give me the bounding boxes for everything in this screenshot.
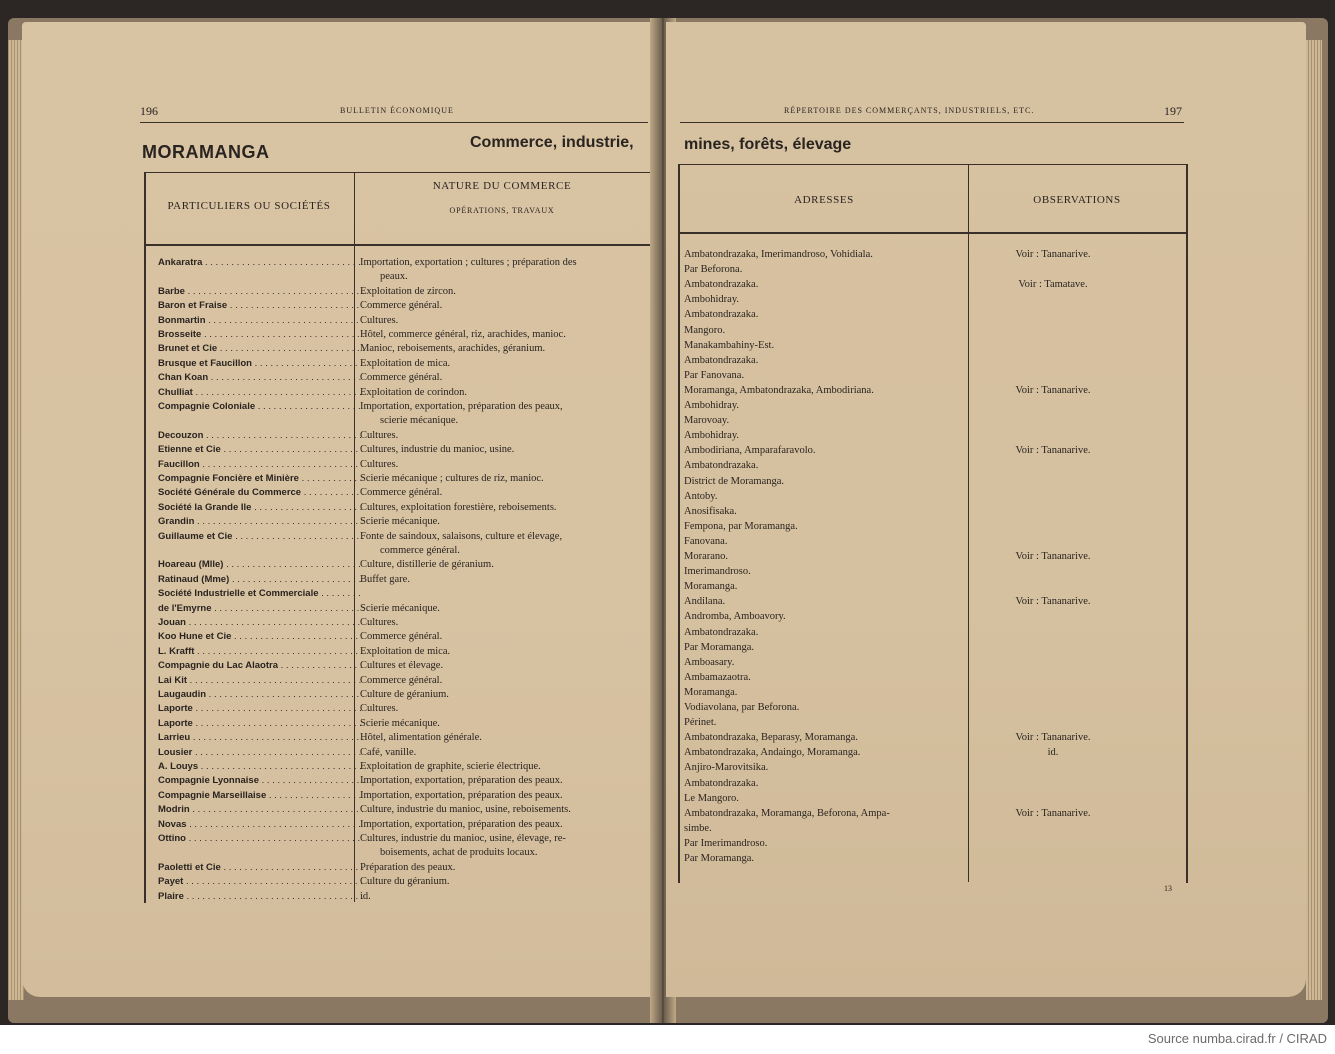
address-entry: Moramanga, Ambatondrazaka, Ambodiriana. [684,384,874,396]
col-header-particuliers: PARTICULIERS OU SOCIÉTÉS [167,200,331,212]
commerce-nature: Culture du géranium. [360,876,450,888]
address-entry: Ambatondrazaka, Moramanga, Beforona, Ampa- [684,807,890,819]
company-name: Grandin . . . [158,515,364,528]
address-entry: Périnet. [684,717,717,729]
commerce-nature: Buffet gare. [360,573,410,585]
source-credit: Source numba.cirad.fr / CIRAD [1147,1031,1327,1046]
address-entry: Morarano. [684,551,729,562]
commerce-nature: Exploitation de corindon. [360,386,468,398]
commerce-nature: Scierie mécanique. [360,717,440,729]
col-subheader-operations: OPÉRATIONS, TRAVAUX [449,206,555,215]
left-head-rule [140,122,648,123]
company-name: Laporte . . . [158,717,364,730]
address-entry: Vodiavolana, par Beforona. [684,702,800,713]
address-entry: Imerimandroso. [684,566,751,578]
commerce-nature: Culture de géranium. [360,689,449,700]
commerce-nature: Exploitation de mica. [360,645,451,657]
commerce-nature: Hôtel, alimentation générale. [360,732,482,744]
commerce-nature: Scierie mécanique. [360,602,440,614]
address-entry: Ambatondrazaka, Beparasy, Moramanga. [684,732,858,744]
commerce-nature: Exploitation de zircon. [360,285,456,297]
commerce-nature: Commerce général. [360,487,443,499]
address-entry: Ambatondrazaka, Andaingo, Moramanga. [684,747,861,759]
address-entry: Mangoro. [684,324,726,336]
col-header-adresses: ADRESSES [794,194,854,206]
address-entry: Par Beforona. [684,264,743,276]
address-entry: Ambohidray. [684,430,740,442]
address-entry: Andilana. [684,596,726,608]
commerce-nature: commerce général. [380,545,460,556]
town-title: MORAMANGA [142,142,270,162]
address-entry: Antoby. [684,490,718,502]
company-name: Brosseite . . . [158,328,364,341]
commerce-nature: Importation, exportation, préparation des peaux. [360,818,563,830]
company-name: Brunet et Cie . . . [158,342,364,355]
address-entry: Le Mangoro. [684,792,739,804]
company-name: Paoletti et Cie . . . [158,861,364,874]
address-entry: Par Fanovana. [684,369,745,381]
address-entry: Par Imerimandroso. [684,837,768,849]
address-entry: Amboasary. [684,656,735,668]
company-name: Compagnie du Lac Alaotra . . . [158,659,364,672]
company-name: Modrin . . . [158,803,364,816]
address-entry: District de Moramanga. [684,475,785,487]
left-page-number: 196 [140,104,158,118]
company-name: Plaire . . . [158,890,364,903]
observation-entry: Voir : Tananarive. [1015,807,1091,819]
commerce-nature: Exploitation de mica. [360,357,451,369]
commerce-nature: Cultures. [360,314,399,326]
page-edges-right [1306,40,1322,1000]
address-entry: Fanovana. [684,535,728,547]
observation-entry: Voir : Tananarive. [1015,732,1091,744]
right-head-rule [680,122,1184,123]
company-name: Chulliat . . . [158,386,364,399]
commerce-nature: Importation, exportation, préparation des peaux. [360,789,563,801]
address-entry: Ambatondrazaka. [684,279,759,291]
address-entry: Moramanga. [684,581,738,593]
address-entry: Ambatondrazaka. [684,460,759,472]
commerce-nature: Scierie mécanique ; cultures de riz, manioc. [360,473,544,484]
company-name: Société Générale du Commerce . . . [158,486,364,499]
company-name: Koo Hune et Cie . . . [158,630,364,643]
observation-entry: Voir : Tananarive. [1015,249,1091,260]
company-name: Lousier . . . [158,746,364,759]
address-entry: Ambatondrazaka. [684,777,759,789]
right-page-number: 197 [1164,104,1182,118]
observation-entry: id. [1047,747,1059,759]
commerce-nature: Commerce général. [360,372,443,384]
commerce-nature: Scierie mécanique. [360,516,440,528]
observation-entry: Voir : Tananarive. [1015,551,1091,562]
commerce-nature: Culture, distillerie de géranium. [360,559,494,571]
address-entry: Ambatondrazaka, Imerimandroso, Vohidiala. [684,249,873,260]
company-name: Guillaume et Cie . . . [158,530,364,543]
company-name: Payet . . . [158,875,364,888]
address-entry: Par Moramanga. [684,853,754,864]
company-name: Ottino . . . [158,832,364,845]
commerce-nature: Exploitation de graphite, scierie électrique. [360,761,541,772]
address-entry: Marovoay. [684,415,730,427]
address-entry: Ambatondrazaka. [684,309,759,321]
commerce-nature: Commerce général. [360,300,443,312]
left-running-head: BULLETIN ÉCONOMIQUE [340,106,454,115]
commerce-nature: Commerce général. [360,674,443,686]
company-name: Compagnie Marseillaise . . . [158,789,364,802]
company-name: Compagnie Coloniale . . . [158,400,364,413]
address-entry: Anjiro-Marovitsika. [684,762,769,774]
address-entry: Manakambahiny-Est. [684,339,775,351]
commerce-nature: Cultures. [360,458,399,470]
col-header-observations: OBSERVATIONS [1033,194,1121,206]
address-entry: Fempona, par Moramanga. [684,520,798,532]
company-name: Baron et Fraise . . . [158,299,364,312]
company-name: Ratinaud (Mme) . . . [158,573,364,586]
commerce-nature: Culture, industrie du manioc, usine, reboisements. [360,804,571,816]
address-entry: Par Moramanga. [684,641,754,653]
observation-entry: Voir : Tananarive. [1015,445,1091,457]
signature-mark: 13 [1164,884,1172,893]
address-entry: Ambatondrazaka. [684,626,759,638]
company-name: Larrieu . . . [158,731,364,744]
left-header-rule [144,244,650,246]
commerce-nature: Manioc, reboisements, arachides, géranium. [360,343,546,355]
commerce-nature: Cultures. [360,429,399,441]
commerce-nature: Café, vanille. [360,746,417,758]
commerce-nature: Importation, exportation, préparation des peaux. [360,775,563,787]
commerce-nature: Cultures, industrie du manioc, usine. [360,444,515,456]
company-name: Etienne et Cie . . . [158,443,364,456]
company-name: Société Industrielle et Commerciale . . . [158,587,364,600]
company-name: de l'Emyrne . . . [158,602,364,615]
address-entry: Andromba, Amboavory. [684,611,786,623]
company-name: Ankaratra . . . [158,256,364,269]
company-name: Compagnie Foncière et Minière . . . [158,472,364,485]
company-name: Chan Koan . . . [158,371,364,384]
company-name: A. Louys . . . [158,760,364,773]
commerce-nature: Importation, exportation ; cultures ; préparation des [360,257,577,268]
commerce-nature: Cultures et élevage. [360,660,444,672]
commerce-nature: Cultures. [360,617,399,628]
address-entry: Ambodiriana, Amparafaravolo. [684,445,816,457]
address-entry: simbe. [684,822,712,834]
company-name: Société la Grande Ile . . . [158,501,364,514]
observation-entry: Voir : Tamatave. [1018,279,1088,291]
right-page [666,22,1306,997]
company-name: Faucillon . . . [158,458,364,471]
company-name: Laugaudin . . . [158,688,364,701]
right-header-rule [678,232,1186,234]
commerce-nature: Commerce général. [360,631,443,643]
company-name: Novas . . . [158,818,364,831]
company-name: L. Krafft . . . [158,645,364,658]
commerce-nature: Cultures. [360,703,399,715]
company-name: Jouan . . . [158,616,364,629]
address-entry: Ambohidray. [684,294,740,306]
commerce-nature: Cultures, exploitation forestière, reboisements. [360,501,557,513]
address-entry: Ambatondrazaka. [684,354,759,366]
commerce-nature: peaux. [380,271,408,283]
commerce-nature: Cultures, industrie du manioc, usine, élevage, re- [360,833,566,844]
observation-entry: Voir : Tananarive. [1015,596,1091,608]
address-entry: Moramanga. [684,686,738,698]
right-running-head: RÉPERTOIRE DES COMMERÇANTS, INDUSTRIELS, ETC. [784,106,1035,115]
address-entry: Anosifisaka. [684,505,737,517]
company-name: Lai Kit . . . [158,674,364,687]
left-section-heading: Commerce, industrie, [470,134,634,151]
commerce-nature: Importation, exportation, préparation des peaux, [360,401,563,412]
col-header-nature: NATURE DU COMMERCE [432,180,572,192]
left-page [22,22,660,997]
address-entry: Ambamazaotra. [684,671,751,683]
company-name: Barbe . . . [158,285,364,298]
company-name: Decouzon . . . [158,429,364,442]
commerce-nature: Hôtel, commerce général, riz, arachides, manioc. [360,329,566,340]
company-name: Laporte . . . [158,702,364,715]
commerce-nature: Fonte de saindoux, salaisons, culture et élevage, [360,530,563,542]
observation-entry: Voir : Tananarive. [1015,384,1091,396]
address-entry: Ambohidray. [684,400,740,411]
commerce-nature: scierie mécanique. [380,415,459,427]
company-name: Bonmartin . . . [158,314,364,327]
commerce-nature: boisements, achat de produits locaux. [380,847,538,859]
commerce-nature: id. [360,890,371,902]
company-name: Compagnie Lyonnaise . . . [158,774,364,787]
commerce-nature: Préparation des peaux. [360,861,456,873]
company-name: Hoareau (Mlle) . . . [158,558,364,571]
right-section-heading: mines, forêts, élevage [684,136,852,153]
company-name: Brusque et Faucillon . . . [158,357,364,370]
